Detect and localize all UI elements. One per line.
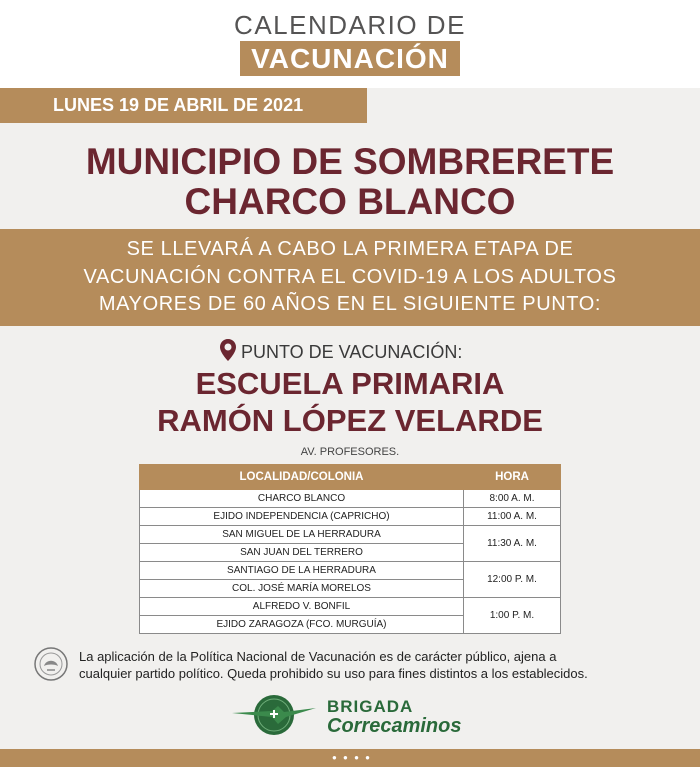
hora-cell: 8:00 A. M. bbox=[464, 490, 561, 508]
localidad-cell: CHARCO BLANCO bbox=[140, 490, 464, 508]
localidad-cell: ALFREDO V. BONFIL bbox=[140, 598, 464, 616]
correcaminos-title: Correcaminos bbox=[327, 715, 462, 737]
roadrunner-logo-icon bbox=[232, 690, 316, 740]
brigada-title: BRIGADA bbox=[327, 697, 414, 716]
hora-cell: 12:00 P. M. bbox=[464, 562, 561, 598]
localidad-cell: SANTIAGO DE LA HERRADURA bbox=[140, 562, 464, 580]
social-icons: ● ● ● ● bbox=[332, 753, 372, 762]
location-pin-icon bbox=[218, 338, 238, 362]
national-seal-icon bbox=[33, 646, 69, 682]
schedule-table bbox=[139, 464, 561, 634]
disclaimer-line2: cualquier partido político. Queda prohibido su uso para fines distintos a los establecidos. bbox=[79, 666, 588, 681]
address: AV. PROFESORES. bbox=[300, 446, 400, 458]
hora-cell: 1:00 P. M. bbox=[464, 598, 561, 634]
escuela-name-line2: RAMÓN LÓPEZ VELARDE bbox=[157, 403, 543, 438]
localidad-cell: EJIDO INDEPENDENCIA (CAPRICHO) bbox=[140, 508, 464, 526]
municipio-title bbox=[0, 142, 700, 222]
table-row bbox=[140, 490, 561, 508]
table-row bbox=[140, 508, 561, 526]
disclaimer bbox=[79, 648, 679, 682]
localidad-cell: COL. JOSÉ MARÍA MORELOS bbox=[140, 580, 464, 598]
info-line1: SE LLEVARÁ A CABO LA PRIMERA ETAPA DE bbox=[126, 238, 574, 260]
hora-cell: 11:00 A. M. bbox=[464, 508, 561, 526]
municipio-line2: CHARCO BLANCO bbox=[184, 181, 516, 222]
header-localidad: LOCALIDAD/COLONIA bbox=[140, 465, 464, 490]
municipio-line1: MUNICIPIO DE SOMBRERETE bbox=[85, 141, 615, 182]
table-row bbox=[140, 562, 561, 580]
hora-cell: 11:30 A. M. bbox=[464, 526, 561, 562]
info-line2: VACUNACIÓN CONTRA EL COVID-19 A LOS ADULTOS bbox=[83, 266, 617, 288]
punto-label: PUNTO DE VACUNACIÓN: bbox=[241, 342, 463, 362]
info-line3: MAYORES DE 60 AÑOS EN EL SIGUIENTE PUNTO: bbox=[98, 293, 602, 315]
table-row bbox=[140, 598, 561, 616]
vacunacion-title: VACUNACIÓN bbox=[251, 43, 449, 74]
vacunacion-banner bbox=[240, 41, 460, 76]
date-text: LUNES 19 DE ABRIL DE 2021 bbox=[53, 95, 304, 115]
date-banner bbox=[0, 88, 367, 123]
escuela-name-line1: ESCUELA PRIMARIA bbox=[195, 366, 505, 401]
table-row bbox=[140, 526, 561, 544]
table-header-row bbox=[140, 465, 561, 490]
info-banner bbox=[0, 229, 700, 326]
localidad-cell: SAN JUAN DEL TERRERO bbox=[140, 544, 464, 562]
localidad-cell: SAN MIGUEL DE LA HERRADURA bbox=[140, 526, 464, 544]
disclaimer-line1: La aplicación de la Política Nacional de Vacunación es de carácter público, ajena a bbox=[79, 649, 557, 664]
header bbox=[0, 0, 700, 88]
header-hora: HORA bbox=[464, 465, 561, 490]
localidad-cell: EJIDO ZARAGOZA (FCO. MURGUÍA) bbox=[140, 616, 464, 634]
calendar-title: CALENDARIO DE bbox=[234, 10, 466, 40]
